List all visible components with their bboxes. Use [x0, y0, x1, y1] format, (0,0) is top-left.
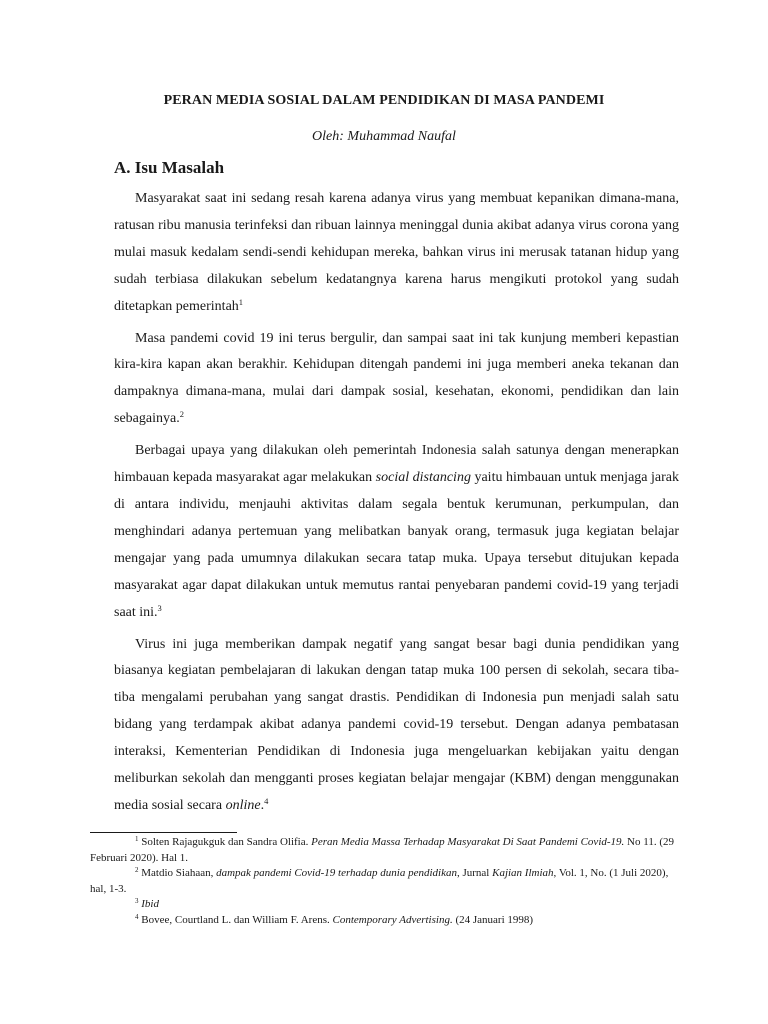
body-text — [114, 186, 679, 825]
document-title: PERAN MEDIA SOSIAL DALAM PENDIDIKAN DI MASA PANDEMI — [163, 93, 605, 108]
footnote-separator — [90, 832, 237, 833]
paragraph: Masyarakat saat ini sedang resah karena adanya virus yang membuat kepanikan dimana-mana, ratusan ribu manusia terinfeksi dan ribuan lainnya meninggal dunia akibat adanya virus corona yang mulai masuk kedalam sendi-sendi kehidupan mereka, bahkan virus ini merusak tatanan hidup yang sudah terbiasa dilakukan sebelum kedatangnya karena harus mengikuti protokol yang sudah ditetapkan pemerintah$^1$ — [114, 191, 679, 314]
footnote: $^3$ Ibid — [135, 897, 159, 910]
footnote-number: 4 — [135, 912, 139, 921]
emphasis: online — [225, 797, 261, 813]
footnote-ref[interactable]: 4 — [264, 795, 269, 806]
footnote: $^4$ Bovee, Courtland L. dan William F. Arens. Contemporary Advertising. (24 Januari 1998) — [135, 912, 534, 926]
footnote-ref[interactable]: 1 — [238, 296, 244, 307]
footnote-number: 1 — [135, 835, 139, 843]
emphasis: social distancing — [375, 470, 471, 486]
footnote: $^2$ Matdio Siahaan, dampak pandemi Covid-19 terhadap dunia pendidikan, Jurnal Kajian Ilmiah, Vol. 1, No. (1 Juli 2020), hal, 1-3. — [90, 866, 669, 895]
paragraph: Virus ini juga memberikan dampak negatif yang sangat besar bagi dunia pendidikan yang biasanya kegiatan pembelajaran di lakukan dengan tatap muka 100 persen di sekolah, secara tiba-tiba mengalami perubahan yang sangat drastis. Pendidikan di Indonesia pun menjadi salah satu bidang yang terdampak akibat adanya pandemi covid-19 tersebut. Dengan adanya pembatasan interaksi, Kementerian Pendidikan di Indonesia juga mengeluarkan kebijakan yaitu dengan meliburkan sekolah dan mengganti proses kegiatan belajar mengajar (KBM) dengan menggunakan media sosial secara online.$^4$ — [114, 636, 679, 813]
footnote: $^1$ Solten Rajagukguk dan Sandra Olifia. Peran Media Massa Terhadap Masyarakat Di Saat Pandemi Covid-19. No 11. (29 Februari 2020). Hal 1. — [90, 835, 674, 864]
footnotes — [90, 835, 680, 928]
paragraph: Berbagai upaya yang dilakukan oleh pemerintah Indonesia salah satunya dengan menerapkan himbauan kepada masyarakat agar melakukan social distancing yaitu himbauan untuk menjaga jarak di antara individu, menjauhi aktivitas dalam segala bentuk kerumunan, perkumpulan, dan menghindari adanya pertemuan yang melibatkan banyak orang, termasuk juga kegiatan belajar mengajar yang pada umumnya dilakukan secara tatap muka. Upaya tersebut ditujukan kepada masyarakat agar dapat dilakukan untuk memutus rantai penyebaran pandemi covid-19 yang terjadi saat ini.$^3$ — [114, 443, 679, 620]
footnote-number: 2 — [135, 866, 139, 874]
footnote-ref[interactable]: 2 — [179, 409, 184, 420]
footnote-ref[interactable]: 3 — [157, 602, 162, 613]
footnote-number: 3 — [135, 897, 139, 905]
author-line: Oleh: Muhammad Naufal — [312, 129, 456, 144]
section-heading: A. Isu Masalah — [114, 158, 225, 177]
paragraph: Masa pandemi covid 19 ini terus bergulir, dan sampai saat ini tak kunjung memberi kepastian kira-kira kapan akan berakhir. Kehidupan ditengah pandemi ini juga memberi aneka tekanan dan dampaknya dimana-mana, mulai dari dampak sosial, kesehatan, ekonomi, pendidikan dan lain sebagainya.$^2$ — [114, 330, 679, 427]
